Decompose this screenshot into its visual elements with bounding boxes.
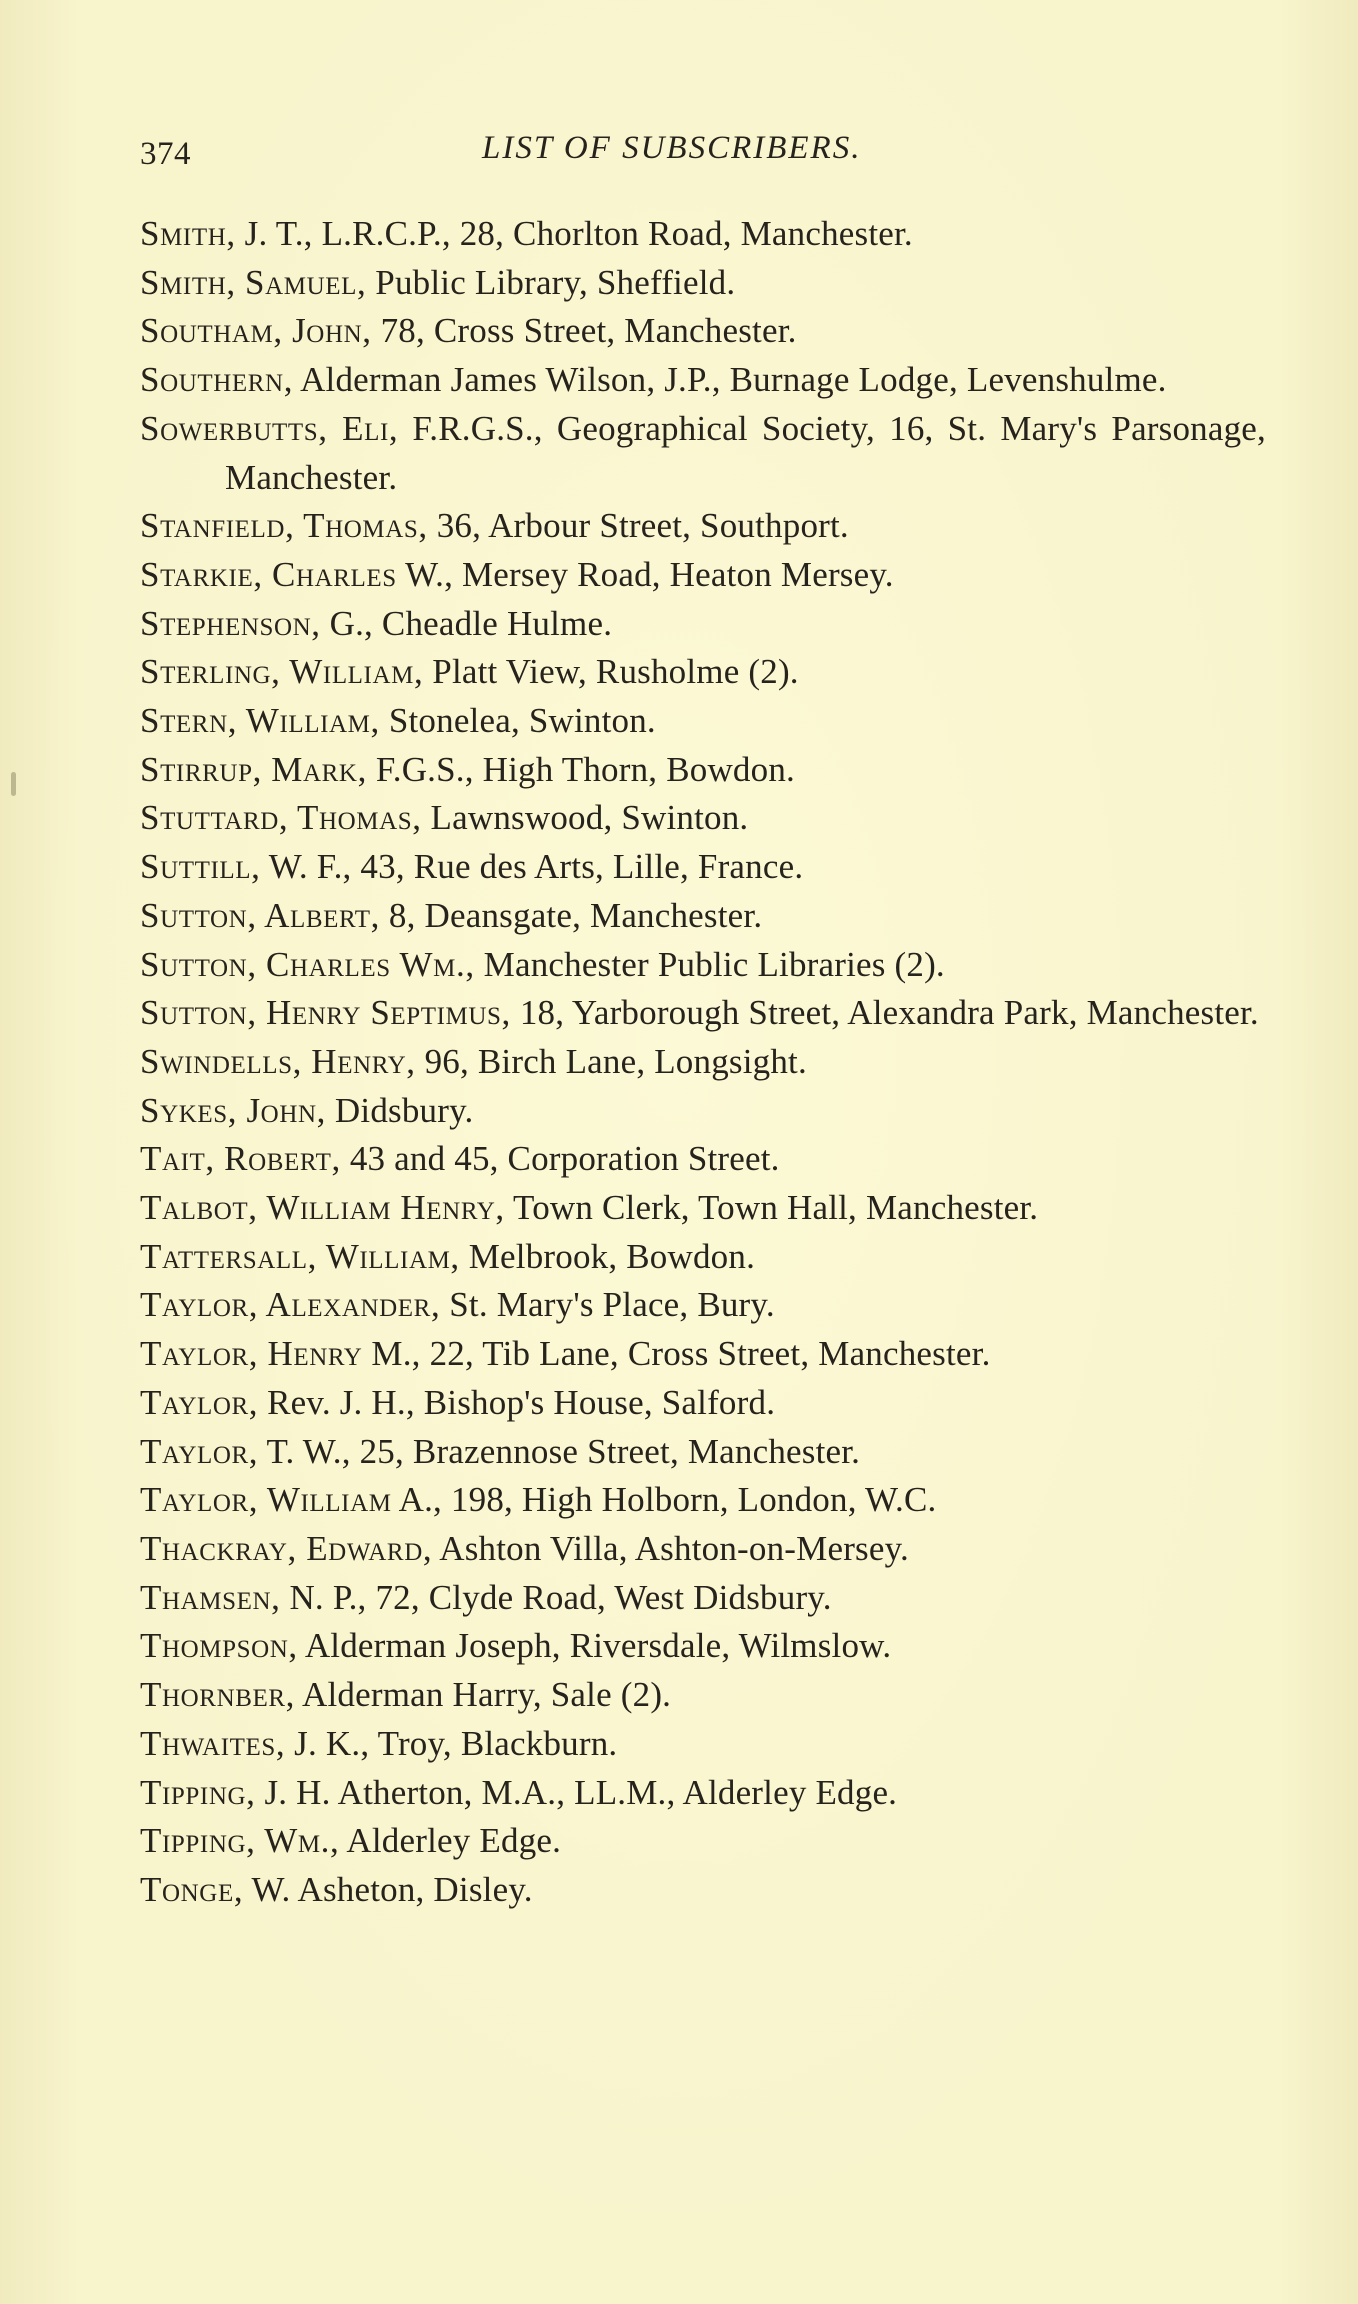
subscriber-name: Stephenson, xyxy=(140,603,321,643)
subscriber-name: Tattersall, William, xyxy=(140,1236,460,1276)
subscriber-name: Tait, Robert, xyxy=(140,1139,341,1179)
list-item xyxy=(140,892,1266,941)
list-item xyxy=(140,1428,1266,1477)
subscriber-details: F.G.S., High Thorn, Bowdon. xyxy=(366,749,795,789)
list-item xyxy=(140,1087,1266,1136)
list-item xyxy=(140,1574,1266,1623)
list-item xyxy=(140,1184,1266,1233)
list-item xyxy=(140,1379,1266,1428)
subscriber-name: Thackray, Edward, xyxy=(140,1528,433,1568)
subscriber-details: 78, Cross Street, Manchester. xyxy=(371,311,797,351)
page-number: 374 xyxy=(140,136,191,172)
subscriber-details: Rev. J. H., Bishop's House, Salford. xyxy=(258,1382,776,1422)
list-item xyxy=(140,648,1266,697)
subscriber-name: Thornber, xyxy=(140,1675,295,1715)
subscriber-name: Sterling, William, xyxy=(140,652,424,692)
subscriber-details: W. F., 43, Rue des Arts, Lille, France. xyxy=(260,847,804,887)
subscriber-name: Thwaites, xyxy=(140,1723,286,1763)
subscriber-name: Talbot, William Henry, xyxy=(140,1188,505,1228)
subscriber-details: 8, Deansgate, Manchester. xyxy=(379,895,763,935)
subscriber-name: Taylor, xyxy=(140,1431,259,1471)
subscriber-details: W., Mersey Road, Heaton Mersey. xyxy=(396,554,894,594)
subscriber-details: St. Mary's Place, Bury. xyxy=(440,1285,775,1325)
list-item xyxy=(140,1038,1266,1087)
list-item xyxy=(140,1671,1266,1720)
subscriber-name: Southam, John, xyxy=(140,311,372,351)
subscriber-details: J. H. Atherton, M.A., LL.M., Alderley Edge. xyxy=(255,1772,898,1812)
subscriber-details: Ashton Villa, Ashton-on-Mersey. xyxy=(432,1528,909,1568)
list-item xyxy=(140,356,1266,405)
subscriber-details: G., Cheadle Hulme. xyxy=(320,603,613,643)
list-item xyxy=(140,1233,1266,1282)
subscriber-name: Stuttard, Thomas, xyxy=(140,798,422,838)
subscriber-name: Sutton, Henry Septimus, xyxy=(140,993,511,1033)
list-item xyxy=(140,794,1266,843)
subscriber-details: 43 and 45, Corporation Street. xyxy=(340,1139,780,1179)
list-item xyxy=(140,1720,1266,1769)
subscriber-name: Stanfield, Thomas, xyxy=(140,506,428,546)
margin-ink-mark xyxy=(11,772,16,796)
list-item xyxy=(140,1866,1266,1915)
subscriber-name: Tipping, xyxy=(140,1772,256,1812)
subscriber-details: 36, Arbour Street, Southport. xyxy=(427,506,849,546)
subscriber-name: Taylor, Alexander, xyxy=(140,1285,441,1325)
subscriber-details: Platt View, Rusholme (2). xyxy=(423,652,799,692)
list-item xyxy=(140,1281,1266,1330)
subscriber-details: 96, Birch Lane, Longsight. xyxy=(415,1041,807,1081)
subscriber-name: Sutton, Albert, xyxy=(140,895,380,935)
subscriber-name: Southern, xyxy=(140,360,294,400)
list-item xyxy=(140,600,1266,649)
page-title: LIST OF SUBSCRIBERS. xyxy=(482,130,862,166)
subscriber-name: Stern, William, xyxy=(140,701,380,741)
subscriber-details: M., 22, Tib Lane, Cross Street, Manchester. xyxy=(362,1334,991,1374)
subscriber-name: Taylor, William xyxy=(140,1480,392,1520)
subscriber-details: J. T., L.R.C.P., 28, Chorlton Road, Manchester. xyxy=(235,214,913,253)
subscriber-details: Town Clerk, Town Hall, Manchester. xyxy=(504,1188,1039,1228)
subscriber-details: Lawnswood, Swinton. xyxy=(421,798,749,838)
subscriber-details: Alderley Edge. xyxy=(339,1821,562,1861)
list-item xyxy=(140,1330,1266,1379)
subscriber-details: W. Asheton, Disley. xyxy=(243,1869,533,1909)
subscriber-name: Swindells, Henry, xyxy=(140,1041,416,1081)
subscriber-name: Starkie, Charles xyxy=(140,554,397,594)
subscriber-name: Suttill, xyxy=(140,847,261,887)
subscriber-details: Public Library, Sheffield. xyxy=(366,262,736,302)
list-item xyxy=(140,307,1266,356)
list-item xyxy=(140,551,1266,600)
subscriber-name: Sykes, John, xyxy=(140,1090,326,1130)
list-item xyxy=(140,1817,1266,1866)
subscriber-details: Stonelea, Swinton. xyxy=(379,701,656,741)
subscriber-name: Smith, Samuel, xyxy=(140,262,367,302)
subscriber-list xyxy=(140,210,1266,1915)
subscriber-details: Manchester Public Libraries (2). xyxy=(474,944,945,984)
subscriber-details: Alderman Harry, Sale (2). xyxy=(295,1675,672,1715)
list-item xyxy=(140,1525,1266,1574)
list-item xyxy=(140,989,1266,1038)
running-head xyxy=(140,130,1260,180)
subscriber-name: Tipping, Wm., xyxy=(140,1821,340,1861)
subscriber-name: Taylor, xyxy=(140,1382,259,1422)
list-item xyxy=(140,1476,1266,1525)
subscriber-name: Taylor, Henry xyxy=(140,1334,363,1374)
list-item xyxy=(140,405,1266,502)
list-item xyxy=(140,210,1266,259)
subscriber-details: Alderman Joseph, Riversdale, Wilmslow. xyxy=(297,1626,892,1666)
subscriber-name: Sowerbutts, Eli, xyxy=(140,408,399,448)
subscriber-name: Thamsen, xyxy=(140,1577,281,1617)
list-item xyxy=(140,746,1266,795)
subscriber-details: Melbrook, Bowdon. xyxy=(459,1236,756,1276)
list-item xyxy=(140,502,1266,551)
subscriber-details: 18, Yarborough Street, Alexandra Park, Manchester. xyxy=(510,993,1259,1033)
subscriber-details: J. K., Troy, Blackburn. xyxy=(285,1723,618,1763)
subscriber-name: Stirrup, Mark, xyxy=(140,749,367,789)
subscriber-details: T. W., 25, Brazennose Street, Manchester. xyxy=(258,1431,861,1471)
subscriber-name: Tonge, xyxy=(140,1869,244,1909)
list-item xyxy=(140,941,1266,990)
subscriber-details: Alderman James Wilson, J.P., Burnage Lodge, Levenshulme. xyxy=(293,360,1167,400)
subscriber-details: Didsbury. xyxy=(325,1090,474,1130)
list-item xyxy=(140,259,1266,308)
subscriber-details: A., 198, High Holborn, London, W.C. xyxy=(391,1480,937,1520)
list-item xyxy=(140,697,1266,746)
list-item xyxy=(140,1769,1266,1818)
list-item xyxy=(140,843,1266,892)
subscriber-details: N. P., 72, Clyde Road, West Didsbury. xyxy=(280,1577,832,1617)
list-item xyxy=(140,1622,1266,1671)
subscriber-name: Sutton, Charles Wm., xyxy=(140,944,475,984)
subscriber-details: F.R.G.S., Geographical Society, 16, St. Mary's Parsonage, Manchester. xyxy=(225,408,1266,497)
subscriber-name: Thompson, xyxy=(140,1626,298,1666)
list-item xyxy=(140,1135,1266,1184)
subscriber-name: Smith, xyxy=(140,214,236,253)
